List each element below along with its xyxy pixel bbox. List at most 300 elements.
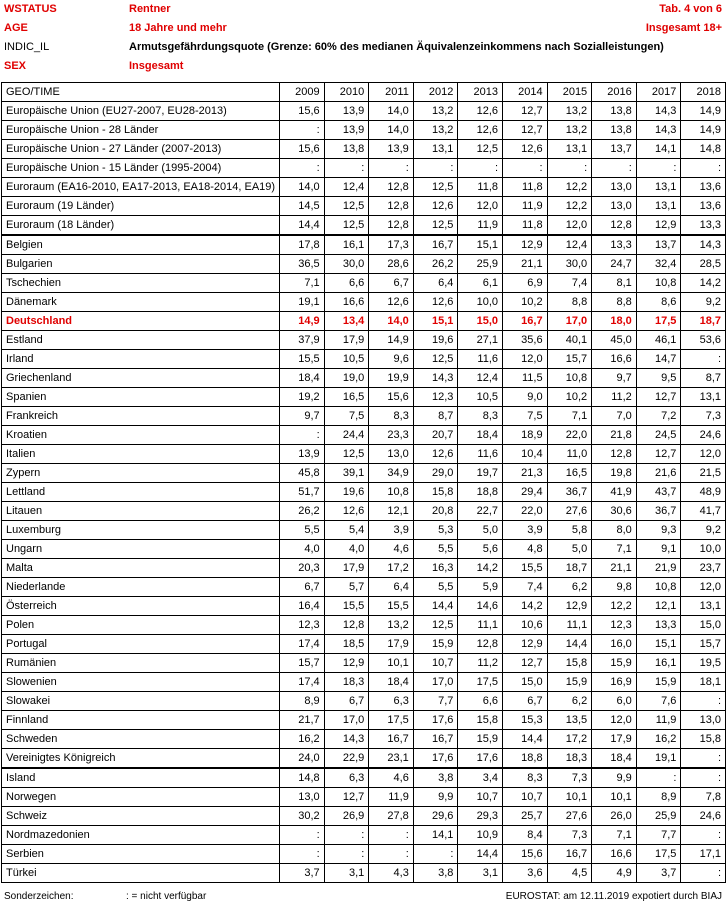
header-key: WSTATUS — [4, 3, 57, 15]
value-cell: 12,6 — [413, 445, 458, 464]
table-row — [2, 616, 726, 635]
value-cell: 22,7 — [458, 502, 503, 521]
value-cell: 14,4 — [547, 635, 592, 654]
value-cell: 6,6 — [324, 274, 369, 293]
column-header-geo: GEO/TIME — [2, 83, 280, 102]
value-cell: 12,6 — [458, 121, 503, 140]
value-cell: 12,4 — [324, 178, 369, 197]
value-cell: 15,8 — [547, 654, 592, 673]
value-cell: 15,5 — [280, 350, 325, 369]
value-cell: 13,1 — [681, 388, 726, 407]
value-cell: 16,2 — [280, 730, 325, 749]
value-cell: 28,6 — [369, 255, 414, 274]
value-cell: 18,7 — [681, 312, 726, 331]
value-cell: 5,0 — [458, 521, 503, 540]
value-cell: 3,4 — [458, 768, 503, 788]
value-cell: 8,3 — [503, 768, 548, 788]
value-cell: 13,3 — [592, 235, 637, 255]
value-cell: : — [280, 426, 325, 445]
value-cell: : — [413, 159, 458, 178]
value-cell: 20,8 — [413, 502, 458, 521]
row-name: Slowakei — [2, 692, 280, 711]
column-header-year: 2017 — [636, 83, 681, 102]
value-cell: 16,6 — [324, 293, 369, 312]
table-header-row — [2, 83, 726, 102]
value-cell: 18,4 — [458, 426, 503, 445]
value-cell: 12,7 — [503, 102, 548, 121]
value-cell: : — [280, 826, 325, 845]
header-key: SEX — [4, 60, 27, 72]
column-header-year: 2018 — [681, 83, 726, 102]
value-cell: 12,8 — [369, 216, 414, 236]
value-cell: 29,3 — [458, 807, 503, 826]
value-cell: : — [681, 826, 726, 845]
row-name: Frankreich — [2, 407, 280, 426]
value-cell: 14,0 — [369, 121, 414, 140]
value-cell: 4,8 — [503, 540, 548, 559]
value-cell: 13,9 — [280, 445, 325, 464]
value-cell: 41,7 — [681, 502, 726, 521]
value-cell: 10,7 — [413, 654, 458, 673]
value-cell: 13,7 — [592, 140, 637, 159]
value-cell: 51,7 — [280, 483, 325, 502]
value-cell: 14,3 — [636, 102, 681, 121]
table-row — [2, 140, 726, 159]
row-name: Finnland — [2, 711, 280, 730]
row-name: Island — [2, 768, 280, 788]
value-cell: 16,7 — [413, 730, 458, 749]
value-cell: 14,2 — [681, 274, 726, 293]
row-name: Portugal — [2, 635, 280, 654]
value-cell: 16,9 — [592, 673, 637, 692]
table-row — [2, 673, 726, 692]
value-cell: 7,3 — [681, 407, 726, 426]
value-cell: 12,7 — [324, 788, 369, 807]
value-cell: : — [413, 845, 458, 864]
value-cell: 5,4 — [324, 521, 369, 540]
value-cell: 13,0 — [280, 788, 325, 807]
value-cell: 8,1 — [592, 274, 637, 293]
value-cell: 36,5 — [280, 255, 325, 274]
value-cell: : — [324, 159, 369, 178]
value-cell: 13,9 — [324, 102, 369, 121]
value-cell: 18,1 — [681, 673, 726, 692]
value-cell: 10,7 — [503, 788, 548, 807]
table-row — [2, 559, 726, 578]
value-cell: 13,6 — [681, 197, 726, 216]
row-name: Schweden — [2, 730, 280, 749]
value-cell: 6,4 — [413, 274, 458, 293]
table-row — [2, 749, 726, 769]
value-cell: 17,4 — [280, 635, 325, 654]
value-cell: 12,8 — [592, 216, 637, 236]
table-row — [2, 178, 726, 197]
value-cell: 12,0 — [681, 578, 726, 597]
value-cell: 3,6 — [503, 864, 548, 883]
value-cell: 25,9 — [636, 807, 681, 826]
value-cell: 16,1 — [324, 235, 369, 255]
value-cell: 11,2 — [458, 654, 503, 673]
row-name: Europäische Union - 28 Länder — [2, 121, 280, 140]
value-cell: 18,4 — [592, 749, 637, 769]
value-cell: 11,1 — [458, 616, 503, 635]
value-cell: 14,1 — [413, 826, 458, 845]
value-cell: 17,1 — [681, 845, 726, 864]
value-cell: 11,2 — [592, 388, 637, 407]
value-cell: 9,9 — [413, 788, 458, 807]
table-row — [2, 788, 726, 807]
header-key: AGE — [4, 22, 28, 34]
value-cell: 16,4 — [280, 597, 325, 616]
value-cell: 15,5 — [324, 597, 369, 616]
table-row — [2, 197, 726, 216]
value-cell: 12,7 — [636, 445, 681, 464]
column-header-year: 2013 — [458, 83, 503, 102]
value-cell: : — [636, 768, 681, 788]
value-cell: 13,1 — [636, 178, 681, 197]
value-cell: 13,9 — [324, 121, 369, 140]
value-cell: 15,7 — [547, 350, 592, 369]
value-cell: 6,7 — [503, 692, 548, 711]
column-header-year: 2011 — [369, 83, 414, 102]
value-cell: 15,8 — [413, 483, 458, 502]
table-row — [2, 845, 726, 864]
value-cell: 4,0 — [280, 540, 325, 559]
value-cell: 39,1 — [324, 464, 369, 483]
value-cell: 11,6 — [458, 350, 503, 369]
value-cell: 7,0 — [592, 407, 637, 426]
row-name: Euroraum (18 Länder) — [2, 216, 280, 236]
value-cell: 17,9 — [324, 331, 369, 350]
value-cell: : — [681, 864, 726, 883]
row-name: Europäische Union - 27 Länder (2007-2013) — [2, 140, 280, 159]
value-cell: 11,5 — [503, 369, 548, 388]
value-cell: 15,6 — [369, 388, 414, 407]
value-cell: : — [681, 768, 726, 788]
value-cell: 21,6 — [636, 464, 681, 483]
value-cell: 28,5 — [681, 255, 726, 274]
value-cell: 21,5 — [681, 464, 726, 483]
table-row — [2, 807, 726, 826]
value-cell: 15,7 — [280, 654, 325, 673]
value-cell: 16,2 — [636, 730, 681, 749]
value-cell: 26,2 — [280, 502, 325, 521]
table-row — [2, 331, 726, 350]
value-cell: 18,0 — [592, 312, 637, 331]
value-cell: 7,1 — [547, 407, 592, 426]
value-cell: 10,8 — [636, 578, 681, 597]
value-cell: 19,8 — [592, 464, 637, 483]
value-cell: 10,5 — [458, 388, 503, 407]
row-name: Lettland — [2, 483, 280, 502]
value-cell: 14,9 — [681, 121, 726, 140]
value-cell: 30,0 — [324, 255, 369, 274]
footer-source: EUROSTAT: am 12.11.2019 expotiert durch BIAJ — [505, 891, 722, 902]
value-cell: 13,1 — [547, 140, 592, 159]
value-cell: 11,9 — [369, 788, 414, 807]
value-cell: 12,5 — [324, 445, 369, 464]
value-cell: 6,7 — [369, 274, 414, 293]
value-cell: 14,4 — [280, 216, 325, 236]
value-cell: 13,5 — [547, 711, 592, 730]
value-cell: 9,0 — [503, 388, 548, 407]
value-cell: 45,8 — [280, 464, 325, 483]
value-cell: 15,8 — [681, 730, 726, 749]
value-cell: 21,1 — [503, 255, 548, 274]
value-cell: 9,2 — [681, 521, 726, 540]
value-cell: 12,4 — [547, 235, 592, 255]
value-cell: 10,8 — [636, 274, 681, 293]
header-right: Tab. 4 von 6 — [659, 3, 722, 15]
value-cell: 8,3 — [458, 407, 503, 426]
value-cell: 11,1 — [547, 616, 592, 635]
value-cell: 15,9 — [592, 654, 637, 673]
value-cell: 36,7 — [547, 483, 592, 502]
value-cell: 12,2 — [547, 197, 592, 216]
value-cell: 10,8 — [369, 483, 414, 502]
value-cell: 16,0 — [592, 635, 637, 654]
value-cell: 7,1 — [592, 540, 637, 559]
value-cell: 13,0 — [369, 445, 414, 464]
value-cell: 15,9 — [413, 635, 458, 654]
value-cell: 10,0 — [681, 540, 726, 559]
value-cell: 10,7 — [458, 788, 503, 807]
value-cell: 15,6 — [280, 140, 325, 159]
value-cell: : — [369, 845, 414, 864]
value-cell: 13,8 — [592, 102, 637, 121]
value-cell: 9,8 — [592, 578, 637, 597]
value-cell: 6,7 — [280, 578, 325, 597]
value-cell: 7,1 — [280, 274, 325, 293]
value-cell: 9,2 — [681, 293, 726, 312]
value-cell: 21,8 — [592, 426, 637, 445]
value-cell: 37,9 — [280, 331, 325, 350]
table-row — [2, 293, 726, 312]
header-value: Armutsgefährdungsquote (Grenze: 60% des medianen Äquivalenzeinkommens nach Sozialleistungen) — [129, 41, 664, 53]
value-cell: 22,0 — [503, 502, 548, 521]
value-cell: 12,6 — [413, 293, 458, 312]
row-name: Tschechien — [2, 274, 280, 293]
value-cell: 25,9 — [458, 255, 503, 274]
value-cell: 8,4 — [503, 826, 548, 845]
value-cell: 17,5 — [636, 312, 681, 331]
value-cell: 14,1 — [636, 140, 681, 159]
column-header-year: 2015 — [547, 83, 592, 102]
table-row — [2, 102, 726, 121]
value-cell: 5,0 — [547, 540, 592, 559]
value-cell: 13,2 — [547, 102, 592, 121]
value-cell: 8,6 — [636, 293, 681, 312]
value-cell: 15,1 — [636, 635, 681, 654]
value-cell: 12,2 — [592, 597, 637, 616]
table-row — [2, 483, 726, 502]
row-name: Vereinigtes Königreich — [2, 749, 280, 769]
value-cell: 16,7 — [547, 845, 592, 864]
table-row — [2, 578, 726, 597]
value-cell: : — [280, 121, 325, 140]
value-cell: : — [547, 159, 592, 178]
value-cell: 4,5 — [547, 864, 592, 883]
value-cell: 3,1 — [458, 864, 503, 883]
value-cell: 24,6 — [681, 426, 726, 445]
value-cell: 18,8 — [458, 483, 503, 502]
row-name: Euroraum (EA16-2010, EA17-2013, EA18-2014, EA19) — [2, 178, 280, 197]
value-cell: 7,4 — [547, 274, 592, 293]
value-cell: 6,0 — [592, 692, 637, 711]
row-name: Griechenland — [2, 369, 280, 388]
value-cell: 17,9 — [324, 559, 369, 578]
value-cell: 10,0 — [458, 293, 503, 312]
row-name: Serbien — [2, 845, 280, 864]
value-cell: 12,5 — [324, 197, 369, 216]
value-cell: 29,0 — [413, 464, 458, 483]
value-cell: 12,1 — [369, 502, 414, 521]
value-cell: 12,6 — [369, 293, 414, 312]
value-cell: : — [324, 845, 369, 864]
table-row — [2, 274, 726, 293]
value-cell: 7,2 — [636, 407, 681, 426]
value-cell: 9,6 — [369, 350, 414, 369]
value-cell: 53,6 — [681, 331, 726, 350]
value-cell: 11,8 — [503, 216, 548, 236]
table-row — [2, 235, 726, 255]
value-cell: 9,9 — [592, 768, 637, 788]
value-cell: 12,0 — [547, 216, 592, 236]
value-cell: 12,5 — [324, 216, 369, 236]
value-cell: 8,0 — [592, 521, 637, 540]
value-cell: 12,6 — [458, 102, 503, 121]
value-cell: 7,5 — [324, 407, 369, 426]
value-cell: 6,6 — [458, 692, 503, 711]
value-cell: 17,5 — [636, 845, 681, 864]
value-cell: 14,2 — [458, 559, 503, 578]
value-cell: 13,3 — [681, 216, 726, 236]
value-cell: 14,3 — [636, 121, 681, 140]
value-cell: 13,1 — [636, 197, 681, 216]
header-block — [0, 0, 726, 80]
value-cell: 12,0 — [503, 350, 548, 369]
value-cell: 7,8 — [681, 788, 726, 807]
value-cell: 23,3 — [369, 426, 414, 445]
value-cell: 3,7 — [636, 864, 681, 883]
row-name: Irland — [2, 350, 280, 369]
table-row — [2, 597, 726, 616]
value-cell: 13,0 — [681, 711, 726, 730]
value-cell: 3,8 — [413, 864, 458, 883]
value-cell: 8,8 — [547, 293, 592, 312]
value-cell: 8,3 — [369, 407, 414, 426]
value-cell: 12,9 — [503, 635, 548, 654]
value-cell: 46,1 — [636, 331, 681, 350]
value-cell: 21,9 — [636, 559, 681, 578]
value-cell: 15,6 — [503, 845, 548, 864]
row-name: Belgien — [2, 235, 280, 255]
value-cell: 25,7 — [503, 807, 548, 826]
value-cell: : — [636, 159, 681, 178]
value-cell: 15,0 — [503, 673, 548, 692]
value-cell: : — [503, 159, 548, 178]
value-cell: 17,3 — [369, 235, 414, 255]
row-name: Spanien — [2, 388, 280, 407]
value-cell: 32,4 — [636, 255, 681, 274]
table-row — [2, 426, 726, 445]
value-cell: 24,5 — [636, 426, 681, 445]
row-name: Malta — [2, 559, 280, 578]
table-row — [2, 711, 726, 730]
value-cell: 11,6 — [458, 445, 503, 464]
value-cell: 18,9 — [503, 426, 548, 445]
value-cell: 12,0 — [458, 197, 503, 216]
row-name: Norwegen — [2, 788, 280, 807]
value-cell: 45,0 — [592, 331, 637, 350]
value-cell: 14,2 — [503, 597, 548, 616]
value-cell: 5,9 — [458, 578, 503, 597]
column-header-year: 2012 — [413, 83, 458, 102]
value-cell: 22,0 — [547, 426, 592, 445]
value-cell: 10,1 — [547, 788, 592, 807]
value-cell: 10,1 — [369, 654, 414, 673]
value-cell: 9,5 — [636, 369, 681, 388]
value-cell: 12,4 — [458, 369, 503, 388]
value-cell: 17,0 — [324, 711, 369, 730]
value-cell: 15,9 — [458, 730, 503, 749]
value-cell: 7,5 — [503, 407, 548, 426]
value-cell: 12,1 — [636, 597, 681, 616]
value-cell: 13,8 — [592, 121, 637, 140]
column-header-year: 2010 — [324, 83, 369, 102]
value-cell: 5,7 — [324, 578, 369, 597]
value-cell: 6,3 — [324, 768, 369, 788]
value-cell: 18,3 — [324, 673, 369, 692]
header-key: INDIC_IL — [4, 41, 50, 53]
value-cell: 30,2 — [280, 807, 325, 826]
value-cell: 6,4 — [369, 578, 414, 597]
value-cell: 10,2 — [547, 388, 592, 407]
value-cell: : — [681, 159, 726, 178]
value-cell: 19,9 — [369, 369, 414, 388]
value-cell: 12,3 — [280, 616, 325, 635]
value-cell: 11,8 — [503, 178, 548, 197]
value-cell: 17,9 — [592, 730, 637, 749]
value-cell: 14,8 — [681, 140, 726, 159]
table-row — [2, 864, 726, 883]
value-cell: 27,1 — [458, 331, 503, 350]
header-value: Insgesamt — [129, 60, 184, 72]
value-cell: 3,7 — [280, 864, 325, 883]
value-cell: 23,7 — [681, 559, 726, 578]
value-cell: 19,1 — [636, 749, 681, 769]
value-cell: 12,5 — [413, 350, 458, 369]
row-name: Nordmazedonien — [2, 826, 280, 845]
column-header-year: 2016 — [592, 83, 637, 102]
value-cell: 7,7 — [636, 826, 681, 845]
value-cell: 15,3 — [503, 711, 548, 730]
value-cell: 7,6 — [636, 692, 681, 711]
value-cell: 15,5 — [503, 559, 548, 578]
value-cell: 5,6 — [458, 540, 503, 559]
table-row — [2, 255, 726, 274]
value-cell: 15,1 — [458, 235, 503, 255]
value-cell: 9,3 — [636, 521, 681, 540]
value-cell: 20,3 — [280, 559, 325, 578]
value-cell: 8,9 — [636, 788, 681, 807]
table-row — [2, 635, 726, 654]
row-name: Polen — [2, 616, 280, 635]
value-cell: 18,5 — [324, 635, 369, 654]
value-cell: 16,6 — [592, 845, 637, 864]
value-cell: 13,3 — [636, 616, 681, 635]
value-cell: 41,9 — [592, 483, 637, 502]
